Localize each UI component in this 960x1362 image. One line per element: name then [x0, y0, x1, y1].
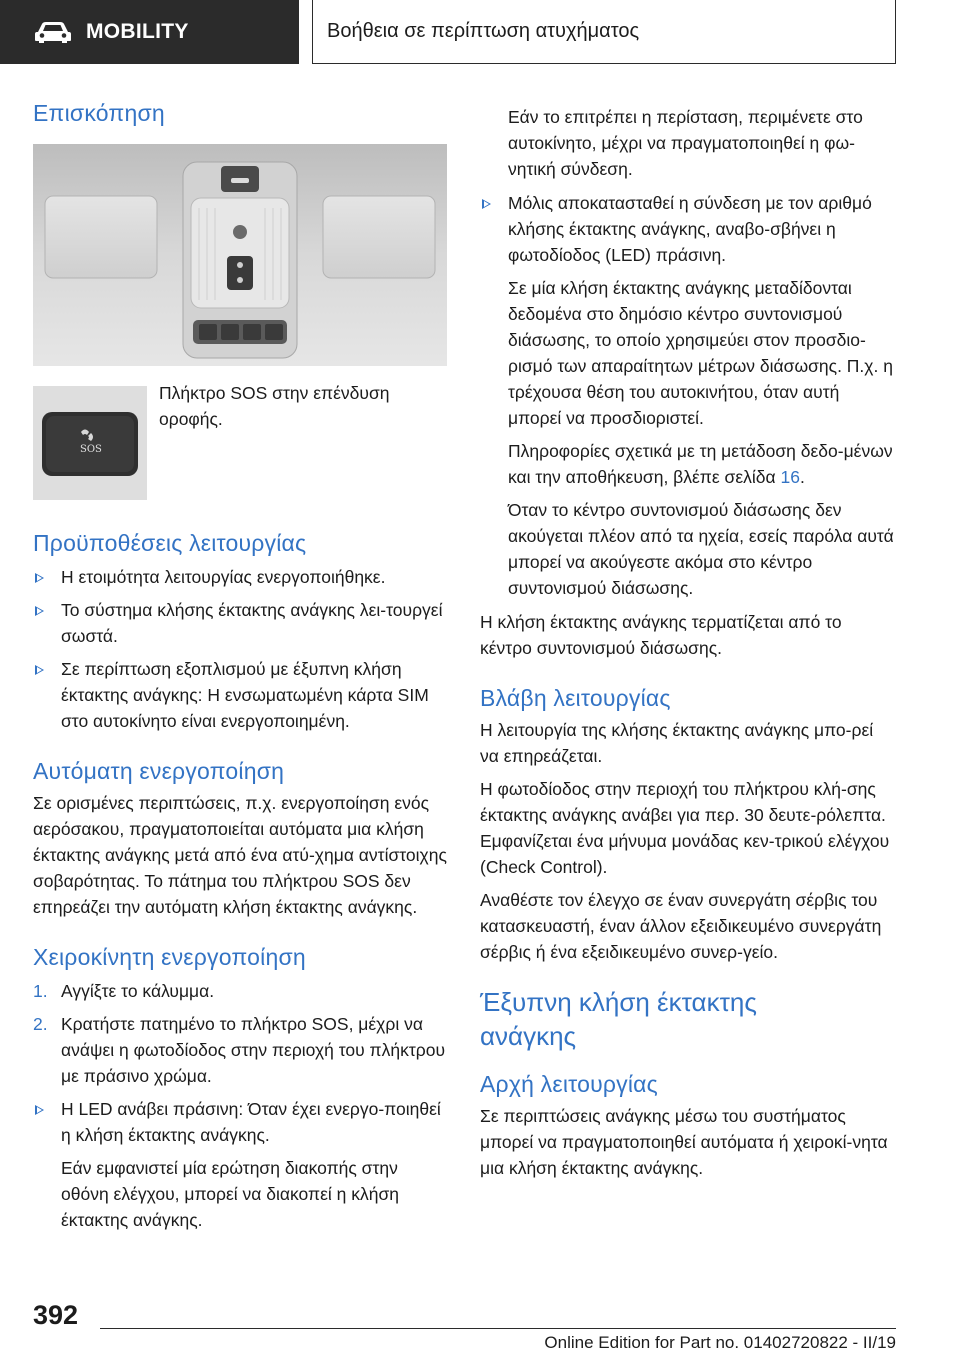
left-column	[33, 98, 449, 1233]
step-item: 2. Κρατήστε πατημένο το πλήκτρο SOS, μέχρι να ανάψει η φωτοδίοδος στην περιοχή του πλήκτρου με πράσινο χρώμα.	[33, 1014, 446, 1086]
triangle-bullet-icon	[35, 573, 44, 583]
fault-text-3: Αναθέστε τον έλεγχο σε έναν συνεργάτη σέρβις του κατασκευαστή, έναν άλλον εξειδικευμένο συνεργάτη σέρβις ή ένα εξειδικευμένο συνερ-γείο.	[480, 890, 882, 962]
overview-heading: Επισκόπηση	[33, 100, 165, 126]
sos-label: SOS	[80, 444, 102, 455]
edition-text: Online Edition for Part no. 01402720822 - II/19	[544, 1333, 896, 1352]
triangle-bullet-icon	[35, 1105, 44, 1115]
right-column	[480, 104, 896, 1181]
wait-text: Εάν το επιτρέπει η περίσταση, περιμένετε στο αυτοκίνητο, μέχρι να πραγματοποιηθεί η φω-νητική σύνδεση.	[508, 107, 863, 179]
info-text: Πληροφορίες σχετικά με τη μετάδοση δεδο-μένων και την αποθήκευση, βλέπε σελίδα 16.	[508, 441, 893, 487]
hear-text: Όταν το κέντρο συντονισμού διάσωσης δεν ακούγεται πλέον από τα ηχεία, εσείς παρόλα αυτά μπορεί να ακούγεστε ακόμα στο κέντρο συντονισμού διάσωσης.	[508, 500, 894, 598]
sos-button-image	[33, 386, 147, 500]
triangle-bullet-icon	[35, 606, 44, 616]
chapter-title: Βοήθεια σε περίπτωση ατυχήματος	[327, 20, 640, 42]
triangle-bullet-icon	[482, 199, 491, 209]
steps-list	[33, 978, 449, 1233]
list-item: Το σύστημα κλήσης έκτακτης ανάγκης λει-τουργεί σωστά.	[33, 597, 449, 649]
header-chapter	[312, 0, 896, 64]
triangle-bullet-icon	[35, 665, 44, 675]
car-icon	[34, 20, 72, 44]
auto-activation-text: Σε ορισμένες περιπτώσεις, π.χ. ενεργοποίηση ενός αερόσακου, πραγματοποιείται αυτόματα μια κλήση έκτακτης ανάγκης μετά από ένα ατύ-χημα αντίστοιχης σοβαρότητας. Το πάτημα του πλήκτρου SOS δεν επηρεάζει την αυτόματη κλήση έκτακτης ανάγκης.	[33, 793, 447, 917]
section-title: MOBILITY	[86, 20, 189, 43]
principle-text: Σε περιπτώσεις ανάγκης μέσω του συστήματος μπορεί να πραγματοποιηθεί αυτόματα ή χειροκί-νητα μια κλήση έκτακτης ανάγκης.	[480, 1106, 888, 1178]
page-number: 392	[33, 1300, 79, 1330]
end-call-text: Η κλήση έκτακτης ανάγκης τερματίζεται από το κέντρο συντονισμού διάσωσης.	[480, 612, 842, 658]
list-item: Μόλις αποκατασταθεί η σύνδεση με τον αριθμό κλήσης έκτακτης ανάγκης, αναβο-σβήνει η φωτοδίοδος (LED) πράσινη.	[480, 190, 896, 268]
sos-caption: Πλήκτρο SOS στην επένδυση οροφής.	[159, 383, 390, 429]
footer-divider	[100, 1328, 896, 1329]
list-item: Σε περίπτωση εξοπλισμού με έξυπνη κλήση έκτακτης ανάγκης: Η ενσωματωμένη κάρτα SIM στο αυτοκίνητο είναι ενεργοποιημένη.	[33, 656, 449, 734]
preconditions-list	[33, 564, 449, 734]
fault-text-2: Η φωτοδίοδος στην περιοχή του πλήκτρου κλή-σης έκτακτης ανάγκης ανάβει για περ. 30 δευτε-ρόλεπτα. Εμφανίζεται ένα μήνυμα μονάδας κεν-τρικού ελέγχου (Check Control).	[480, 779, 890, 877]
data-transfer-text: Σε μία κλήση έκτακτης ανάγκης μεταδίδονται δεδομένα στο δημόσιο κέντρο συντονισμού διάσωσης, το οποίο χρησιμεύει στον προσδιο-ρισμό των απαραίτητων μέτρων διάσωσης. Π.χ. η τρέχουσα θέση του αυτοκινήτου, όταν αυτή μπορεί να προσδιοριστεί.	[508, 278, 893, 428]
auto-activation-heading: Αυτόματη ενεργοποίηση	[33, 758, 285, 784]
fault-heading: Βλάβη λειτουργίας	[480, 685, 671, 711]
manual-activation-heading: Χειροκίνητη ενεργοποίηση	[33, 944, 306, 970]
ceiling-console-image	[33, 144, 447, 366]
list-item: Η ετοιμότητα λειτουργίας ενεργοποιήθηκε.	[33, 564, 449, 590]
smart-call-heading: Έξυπνη κλήση έκτακτης ανάγκης	[480, 987, 757, 1051]
preconditions-heading: Προϋποθέσεις λειτουργίας	[33, 530, 307, 556]
principle-heading: Αρχή λειτουργίας	[480, 1071, 658, 1097]
page-link[interactable]: 16	[780, 467, 800, 487]
header-section-tab	[0, 0, 299, 64]
fault-text-1: Η λειτουργία της κλήσης έκτακτης ανάγκης μπο-ρεί να επηρεάζεται.	[480, 720, 874, 766]
led-sub-text: Εάν εμφανιστεί μία ερώτηση διακοπής στην οθόνη ελέγχου, μπορεί να διακοπεί η κλήση έκτακτης ανάγκης.	[61, 1158, 400, 1230]
list-item: Η LED ανάβει πράσινη: Όταν έχει ενεργο-ποιηθεί η κλήση έκτακτης ανάγκης.	[33, 1096, 449, 1148]
sos-figure	[33, 383, 449, 500]
step-item: 1. Αγγίξτε το κάλυμμα.	[33, 981, 215, 1001]
